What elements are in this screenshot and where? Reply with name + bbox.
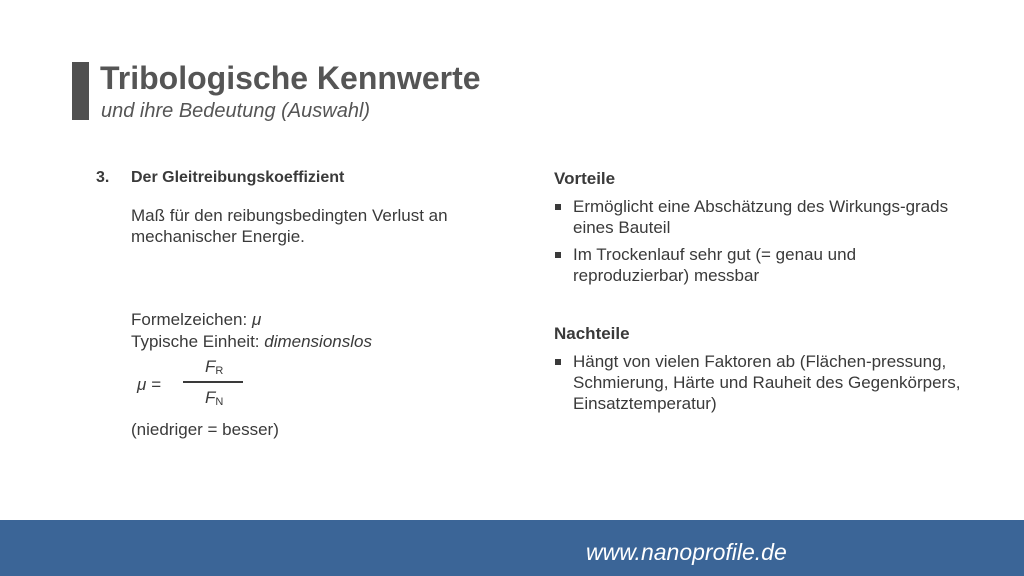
unit-line bbox=[131, 331, 372, 353]
unit-label: Typische Einheit: bbox=[131, 332, 265, 351]
symbol-label: Formelzeichen: bbox=[131, 310, 252, 329]
advantage-text: Im Trockenlauf sehr gut (= genau und reproduzierbar) messbar bbox=[573, 245, 857, 285]
slide-subtitle: und ihre Bedeutung (Auswahl) bbox=[101, 100, 371, 122]
disadvantage-text: Hängt von vielen Faktoren ab (Flächen-pressung, Schmierung, Härte und Rauheit des Gegenkörpers, Einsatztemperatur) bbox=[573, 352, 961, 413]
section-number: 3. bbox=[96, 169, 110, 186]
title-accent-bar bbox=[72, 62, 89, 120]
square-bullet-icon bbox=[555, 204, 561, 210]
fraction-line bbox=[183, 381, 243, 383]
slide-title: Tribologische Kennwerte bbox=[100, 60, 481, 96]
section-description: Maß für den reibungsbedingten Verlust an mechanischer Energie. bbox=[131, 206, 448, 246]
advantages-list bbox=[554, 196, 974, 292]
formula-denominator bbox=[205, 387, 223, 413]
square-bullet-icon bbox=[555, 359, 561, 365]
disadvantages-heading: Nachteile bbox=[554, 324, 630, 343]
unit-value: dimensionslos bbox=[264, 332, 372, 351]
numerator-symbol: F bbox=[205, 357, 216, 376]
advantages-heading: Vorteile bbox=[554, 169, 616, 188]
formula-lhs: μ = bbox=[137, 375, 161, 394]
symbol-line bbox=[131, 309, 261, 331]
footer-bar bbox=[0, 520, 1024, 576]
disadvantages-list bbox=[554, 351, 974, 420]
advantage-text: Ermöglicht eine Abschätzung des Wirkungs-grads eines Bauteil bbox=[573, 197, 949, 237]
list-item bbox=[554, 196, 974, 238]
denominator-subscript: N bbox=[215, 396, 224, 408]
formula-numerator bbox=[205, 356, 223, 382]
symbol-value: μ bbox=[251, 310, 262, 329]
formula-note: (niedriger = besser) bbox=[131, 420, 279, 439]
square-bullet-icon bbox=[555, 252, 561, 258]
list-item bbox=[554, 351, 974, 414]
list-item bbox=[554, 244, 974, 286]
footer-url: www.nanoprofile.de bbox=[586, 539, 787, 565]
section-title: Der Gleitreibungskoeffizient bbox=[131, 169, 345, 186]
denominator-symbol: F bbox=[205, 388, 216, 407]
numerator-subscript: R bbox=[215, 365, 224, 377]
